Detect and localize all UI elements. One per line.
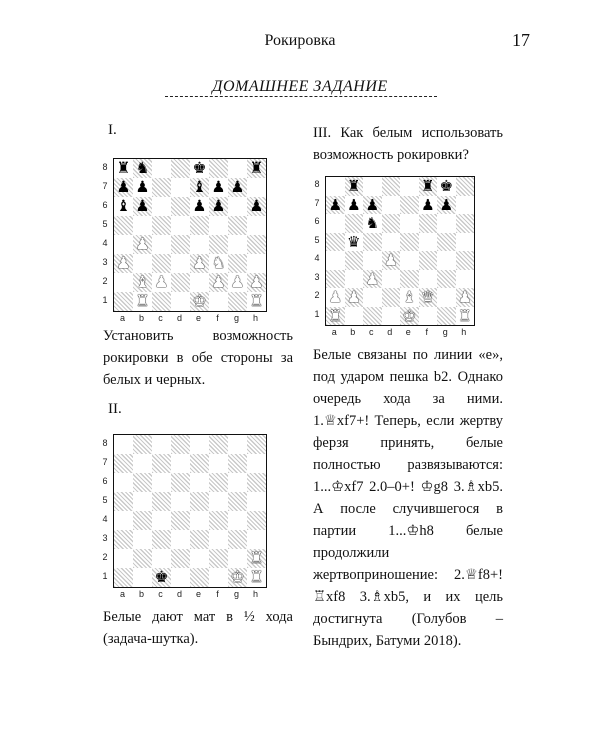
rank-label: 5 (102, 218, 108, 229)
rank-label: 8 (102, 161, 108, 172)
dark-square (419, 251, 438, 270)
black-rook-icon: ♜ (116, 159, 131, 177)
rank-label: 1 (102, 294, 108, 305)
white-pawn-icon: ♟ (135, 235, 150, 253)
rank-label: 3 (314, 271, 320, 282)
dark-square (114, 454, 133, 473)
rank-label: 4 (314, 253, 320, 264)
rank-label: 6 (102, 199, 108, 210)
dark-square (345, 214, 364, 233)
dark-square (228, 530, 247, 549)
rank-label: 1 (314, 308, 320, 319)
dark-square (400, 270, 419, 289)
file-label: e (195, 589, 201, 599)
black-pawn-icon: ♟ (135, 197, 150, 215)
rank-label: 4 (102, 513, 108, 524)
white-bishop-icon: ♝ (135, 273, 150, 291)
rank-label: 8 (102, 437, 108, 448)
rank-label: 4 (102, 237, 108, 248)
dark-square (456, 251, 475, 270)
black-queen-icon: ♛ (346, 232, 361, 251)
dark-square (133, 435, 152, 454)
white-pawn-icon: ♟ (249, 273, 264, 291)
black-king-icon: ♚ (154, 568, 169, 586)
dark-square (437, 233, 456, 252)
black-king-icon: ♚ (192, 159, 207, 177)
file-label: g (233, 589, 239, 599)
file-label: b (138, 313, 144, 323)
file-label: e (195, 313, 201, 323)
dark-square (152, 216, 171, 235)
white-knight-icon: ♞ (211, 254, 226, 272)
rank-label: 3 (102, 532, 108, 543)
white-pawn-icon: ♟ (211, 273, 226, 291)
dark-square (209, 473, 228, 492)
dark-square (114, 216, 133, 235)
file-label: d (387, 327, 393, 337)
dark-square (209, 511, 228, 530)
file-label: c (158, 589, 163, 599)
white-rook-icon: ♜ (457, 306, 472, 325)
dark-square (382, 177, 401, 196)
dark-square (363, 307, 382, 326)
dark-square (419, 214, 438, 233)
rank-label: 6 (314, 216, 320, 227)
white-pawn-icon: ♟ (230, 273, 245, 291)
white-queen-icon: ♛ (420, 288, 435, 306)
black-pawn-icon: ♟ (420, 195, 435, 214)
dark-square (382, 214, 401, 233)
dark-square (437, 270, 456, 289)
problem-2-text: Белые дают мат в ½ хода (задача-шутка). (103, 609, 293, 647)
problem-3-label: III. Как белым использовать возможность рокировки? (313, 125, 503, 163)
dark-square (171, 159, 190, 178)
file-label: h (461, 327, 467, 337)
white-king-icon: ♚ (192, 292, 207, 310)
rank-label: 3 (102, 256, 108, 267)
white-pawn-icon: ♟ (365, 269, 380, 288)
black-pawn-icon: ♟ (328, 195, 343, 214)
white-rook-icon: ♜ (249, 549, 264, 567)
black-rook-icon: ♜ (249, 159, 264, 177)
dark-square (152, 254, 171, 273)
dark-square (190, 216, 209, 235)
dark-square (114, 568, 133, 587)
board-grid (113, 158, 267, 312)
dark-square (345, 251, 364, 270)
dark-square (209, 159, 228, 178)
section-underline (165, 96, 437, 97)
file-label: f (216, 589, 219, 599)
white-rook-icon: ♜ (249, 568, 264, 586)
white-king-icon: ♚ (402, 306, 417, 325)
page-number: 17 (512, 30, 530, 50)
file-label: a (331, 327, 337, 337)
dark-square (190, 530, 209, 549)
file-label: h (252, 589, 258, 599)
dark-square (228, 454, 247, 473)
section-title: ДОМАШНЕЕ ЗАДАНИЕ (212, 78, 388, 95)
file-label: c (369, 327, 374, 337)
dark-square (171, 511, 190, 530)
black-rook-icon: ♜ (420, 177, 435, 195)
dark-square (114, 292, 133, 311)
black-pawn-icon: ♟ (346, 195, 361, 214)
white-pawn-icon: ♟ (328, 288, 343, 306)
black-bishop-icon: ♝ (116, 197, 131, 215)
dark-square (247, 473, 266, 492)
file-label: g (233, 313, 239, 323)
black-knight-icon: ♞ (365, 214, 380, 232)
rank-label: 5 (314, 234, 320, 245)
white-king-icon: ♚ (230, 568, 245, 586)
running-title: Рокировка (264, 32, 336, 49)
black-pawn-icon: ♟ (439, 195, 454, 214)
rank-label: 2 (102, 275, 108, 286)
dark-square (171, 473, 190, 492)
dark-square (456, 214, 475, 233)
white-pawn-icon: ♟ (192, 254, 207, 272)
black-pawn-icon: ♟ (192, 197, 207, 215)
dark-square (209, 235, 228, 254)
rank-label: 1 (102, 570, 108, 581)
dark-square (152, 530, 171, 549)
dark-square (228, 254, 247, 273)
dark-square (152, 292, 171, 311)
dark-square (133, 473, 152, 492)
file-label: d (176, 589, 182, 599)
file-label: h (252, 313, 258, 323)
dark-square (247, 435, 266, 454)
file-label: b (138, 589, 144, 599)
dark-square (228, 292, 247, 311)
rank-label: 5 (102, 494, 108, 505)
dark-square (171, 435, 190, 454)
white-pawn-icon: ♟ (383, 251, 398, 269)
dark-square (400, 233, 419, 252)
file-label: a (119, 313, 125, 323)
dark-square (171, 549, 190, 568)
dark-square (152, 178, 171, 197)
black-bishop-icon: ♝ (192, 178, 207, 196)
dark-square (133, 549, 152, 568)
rank-label: 7 (102, 180, 108, 191)
problem-2-label: II. (108, 401, 122, 417)
file-label: b (350, 327, 356, 337)
white-pawn-icon: ♟ (457, 288, 472, 306)
dark-square (209, 435, 228, 454)
dark-square (152, 492, 171, 511)
dark-square (114, 530, 133, 549)
white-rook-icon: ♜ (249, 292, 264, 310)
problem-3-text: Белые связаны по линии «е», под ударом пешка b2. Однако очередь хода за ними. 1.♕xf7+! Теперь, если жертву ферзя принять, белые полностью развязываются: 1...♔xf7 2.0–0+! ♔g8 3.♗xb5. А после случившегося в партии 1...♔h8 белые продолжили жертвоприношение: 2.♕f8+! ♖xf8 3.♗xb5, и их цель достигнута (Голубов – Бындрих, Батуми 2018). (313, 347, 503, 649)
rank-label: 6 (102, 475, 108, 486)
dark-square (247, 235, 266, 254)
white-pawn-icon: ♟ (154, 273, 169, 291)
dark-square (382, 288, 401, 307)
white-pawn-icon: ♟ (116, 254, 131, 272)
file-label: a (119, 589, 125, 599)
dark-square (171, 235, 190, 254)
dark-square (209, 549, 228, 568)
dark-square (190, 568, 209, 587)
rank-label: 8 (314, 179, 320, 190)
rank-label: 7 (102, 456, 108, 467)
dark-square (190, 454, 209, 473)
file-label: g (442, 327, 448, 337)
black-king-icon: ♚ (439, 177, 454, 195)
black-pawn-icon: ♟ (249, 197, 264, 215)
white-bishop-icon: ♝ (402, 288, 417, 306)
black-pawn-icon: ♟ (211, 197, 226, 215)
black-rook-icon: ♜ (346, 177, 361, 195)
dark-square (114, 492, 133, 511)
rank-label: 7 (314, 197, 320, 208)
dark-square (152, 454, 171, 473)
black-pawn-icon: ♟ (230, 178, 245, 196)
file-label: f (216, 313, 219, 323)
black-pawn-icon: ♟ (211, 178, 226, 196)
dark-square (133, 511, 152, 530)
dark-square (190, 492, 209, 511)
rank-label: 2 (314, 290, 320, 301)
black-knight-icon: ♞ (135, 159, 150, 177)
file-label: f (425, 327, 428, 337)
dark-square (228, 492, 247, 511)
dark-square (171, 273, 190, 292)
white-rook-icon: ♜ (135, 292, 150, 310)
dark-square (228, 216, 247, 235)
problem-1-text: Установить возможность рокировки в обе стороны за белых и черных. (103, 328, 293, 388)
dark-square (171, 197, 190, 216)
white-rook-icon: ♜ (328, 306, 343, 325)
file-label: d (176, 313, 182, 323)
dark-square (247, 511, 266, 530)
dark-square (456, 177, 475, 196)
dark-square (363, 233, 382, 252)
dark-square (326, 233, 345, 252)
board-grid (113, 434, 267, 588)
black-pawn-icon: ♟ (135, 178, 150, 196)
file-label: c (158, 313, 163, 323)
white-pawn-icon: ♟ (346, 288, 361, 306)
dark-square (326, 270, 345, 289)
dark-square (437, 307, 456, 326)
problem-1-label: I. (108, 122, 117, 138)
dark-square (400, 196, 419, 215)
black-pawn-icon: ♟ (116, 178, 131, 196)
black-pawn-icon: ♟ (365, 195, 380, 214)
board-grid (325, 176, 475, 326)
rank-label: 2 (102, 551, 108, 562)
file-label: e (405, 327, 411, 337)
